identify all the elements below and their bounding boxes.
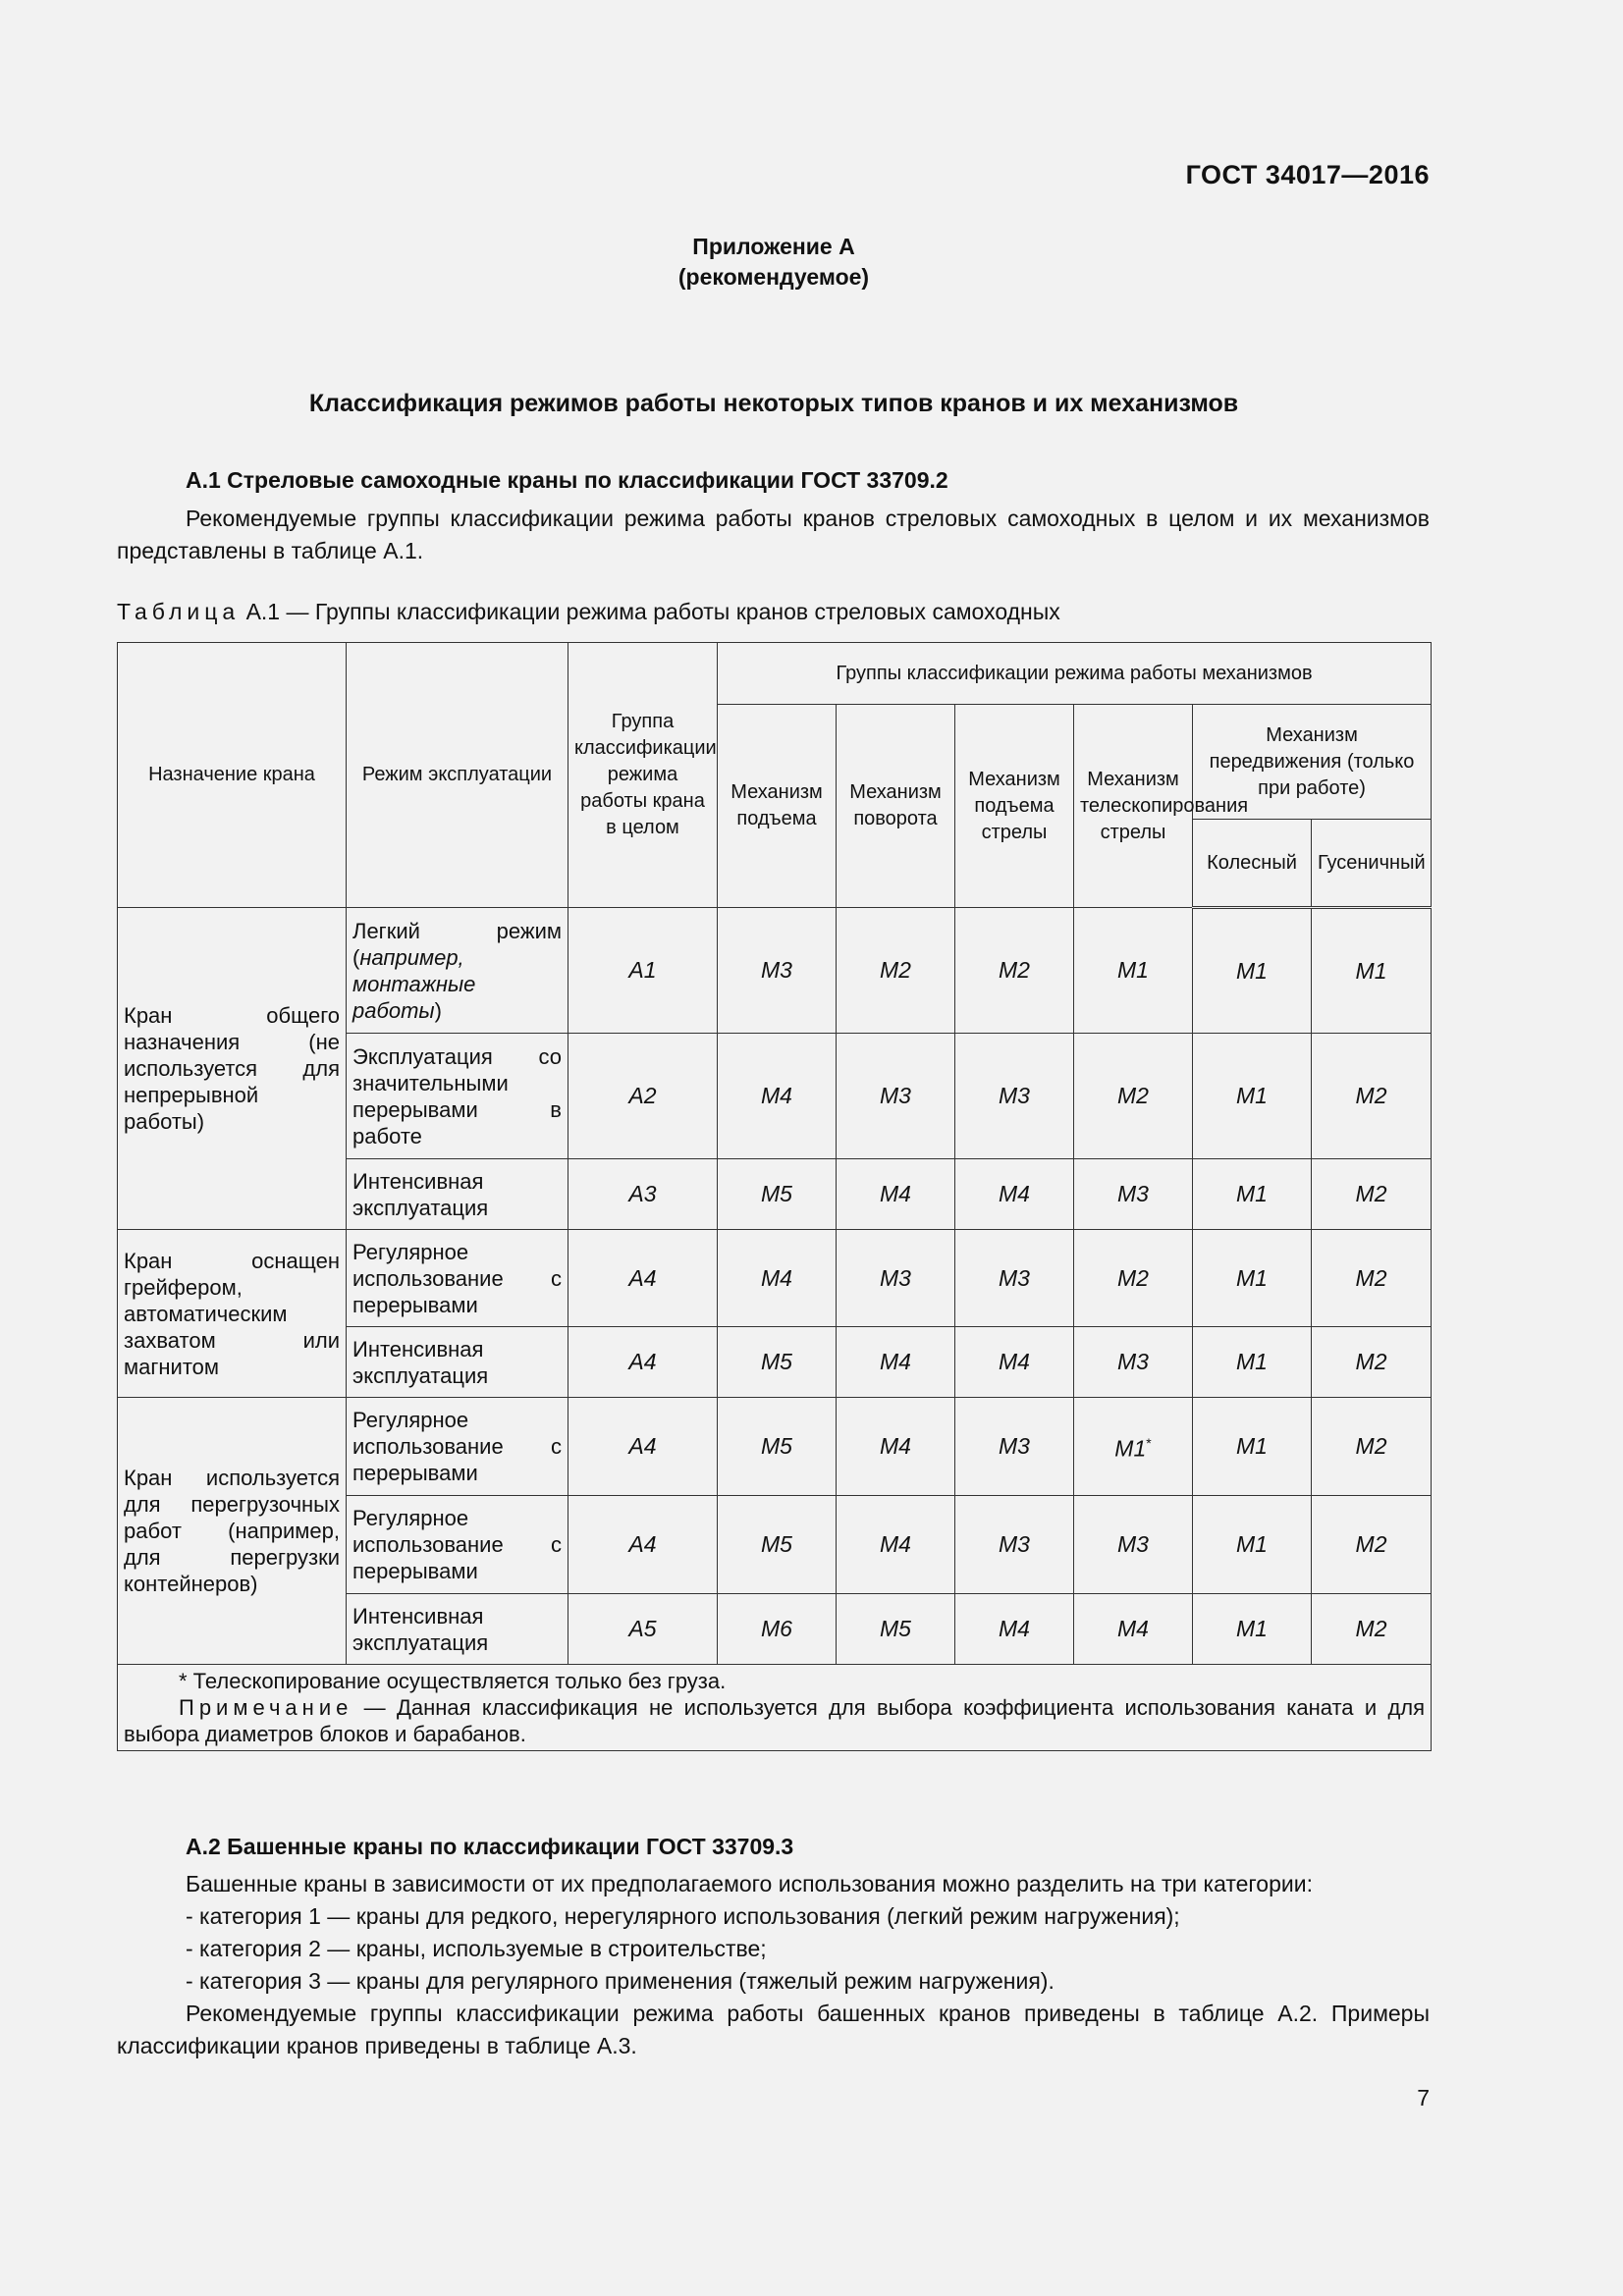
mechanism-group-cell (1193, 1398, 1312, 1496)
group-code: М2 (1355, 1264, 1387, 1291)
mechanism-group-cell (955, 1159, 1074, 1230)
group-code: М4 (880, 1349, 911, 1374)
operation-mode-cell (347, 1327, 568, 1398)
mechanism-group-cell (837, 1594, 955, 1665)
crane-group-cell (568, 908, 718, 1034)
crane-purpose-cell: Кран используется для перегрузочных работ (например, для перегрузки контейнеров) (118, 1398, 347, 1665)
mechanism-group-cell (1312, 1034, 1432, 1159)
mechanism-group-cell (955, 1496, 1074, 1594)
footnote: * Телескопирование осуществляется только без груза. (179, 1669, 727, 1693)
group-code: М1 (1236, 1616, 1268, 1641)
mechanism-group-cell (1074, 1034, 1193, 1159)
category-item: - категория 3 — краны для регулярного применения (тяжелый режим нагружения). (186, 1968, 1055, 1994)
mechanism-group-cell (1193, 1327, 1312, 1398)
mode-text: Регулярное использование с перерывами (352, 1239, 562, 1317)
header-telescope: Механизм телескопирования стрелы (1074, 705, 1193, 908)
mechanism-group-cell (837, 1496, 955, 1594)
crane-group-cell (568, 1398, 718, 1496)
operation-mode-cell (347, 1159, 568, 1230)
mechanism-group-cell (1074, 1230, 1193, 1327)
crane-group-cell (568, 1034, 718, 1159)
mode-text: Эксплуатация со значительными перерывами в работе (352, 1043, 562, 1148)
header-travel: Механизм передвижения (только при работе) (1193, 705, 1432, 820)
crane-group-cell (568, 1496, 718, 1594)
mechanism-group-cell (1312, 1327, 1432, 1398)
mechanism-group-cell (837, 1230, 955, 1327)
mechanism-group-cell (1193, 1159, 1312, 1230)
footnote-marker: * (1146, 1435, 1152, 1452)
group-code: М1 (1355, 957, 1387, 984)
group-code: А4 (628, 1531, 657, 1557)
header-boom-lift: Механизм подъема стрелы (955, 705, 1074, 908)
appendix-subtitle: (рекомендуемое) (677, 264, 870, 290)
group-code: М4 (880, 1531, 911, 1557)
mechanism-group-cell (1193, 908, 1312, 1034)
mechanism-group-cell (1193, 1594, 1312, 1665)
group-code: М4 (999, 1349, 1030, 1374)
mechanism-group-cell (955, 1034, 1074, 1159)
group-code: М3 (999, 1433, 1030, 1459)
group-code: А5 (628, 1616, 657, 1641)
group-code: А1 (628, 957, 657, 983)
operation-mode-cell (347, 908, 568, 1034)
header-slew: Механизм поворота (837, 705, 955, 908)
group-code: М5 (761, 1433, 792, 1459)
header-crane-group: Группа классификации режима работы крана в целом (568, 643, 718, 908)
section-a2-outro: Рекомендуемые группы классификации режима работы башенных кранов приведены в таблице А.2. Примеры классификации кранов приведены в таблице А.3. (117, 2001, 1430, 2058)
mechanism-group-cell (718, 1594, 837, 1665)
group-code: М2 (999, 957, 1030, 983)
section-a2-intro: Башенные краны в зависимости от их предполагаемого использования можно разделить на три категории: (186, 1871, 1313, 1896)
mechanism-group-cell (1074, 1594, 1193, 1665)
mechanism-group-cell (1074, 1327, 1193, 1398)
header-mechanism-groups: Группы классификации режима работы механизмов (718, 643, 1432, 705)
table-row (118, 908, 1432, 1034)
page-number: 7 (1417, 2085, 1430, 2110)
group-code: М6 (761, 1616, 792, 1641)
mechanism-group-cell (955, 1230, 1074, 1327)
group-code: М2 (1117, 1264, 1149, 1291)
mechanism-group-cell (837, 908, 955, 1034)
crane-purpose-cell: Кран общего назначения (не используется для непрерывной работы) (118, 908, 347, 1230)
mode-text: Легкий режим ( (352, 918, 562, 970)
table-row (118, 1398, 1432, 1496)
group-code: М4 (1117, 1616, 1149, 1641)
group-code: М4 (880, 1433, 911, 1459)
group-code: М1 (1236, 957, 1268, 984)
mode-text: Регулярное использование с перерывами (352, 1506, 562, 1583)
mechanism-group-cell (718, 1034, 837, 1159)
mechanism-group-cell (955, 1594, 1074, 1665)
mechanism-group-cell (1074, 1398, 1193, 1496)
note-text: — Данная классификация не используется для выбора коэффициента использования каната и для выбора диаметров блоков и барабанов. (124, 1695, 1426, 1746)
group-code: М1 (1236, 1083, 1268, 1108)
group-code: М1 (1114, 1435, 1147, 1462)
mechanism-group-cell (837, 1159, 955, 1230)
group-code: М3 (880, 1083, 911, 1108)
mechanism-group-cell (955, 908, 1074, 1034)
table-footer (118, 1665, 1432, 1751)
mechanism-group-cell (718, 1230, 837, 1327)
mechanism-group-cell (837, 1034, 955, 1159)
mechanism-group-cell (1312, 1230, 1432, 1327)
group-code: М5 (880, 1616, 911, 1641)
group-code: А4 (628, 1349, 657, 1374)
mechanism-group-cell (718, 908, 837, 1034)
crane-group-cell (568, 1594, 718, 1665)
group-code: М5 (761, 1181, 792, 1206)
group-code: А4 (628, 1433, 657, 1459)
group-code: М2 (1355, 1531, 1387, 1557)
group-code: М2 (1355, 1616, 1387, 1641)
mechanism-group-cell (1074, 1496, 1193, 1594)
mode-text: Интенсивная эксплуатация (352, 1603, 489, 1655)
table-caption-label: Таблица (117, 599, 241, 624)
section-a2-body (117, 1868, 1430, 2062)
mechanism-group-cell (1193, 1034, 1312, 1159)
mechanism-group-cell (1193, 1230, 1312, 1327)
group-code: М2 (1117, 1083, 1149, 1108)
mechanism-group-cell (718, 1327, 837, 1398)
crane-purpose-cell: Кран оснащен грейфером, автоматическим захватом или магнитом (118, 1230, 347, 1398)
table-header (118, 643, 1432, 908)
group-code: М4 (761, 1083, 792, 1108)
section-a1-paragraph: Рекомендуемые группы классификации режима работы кранов стреловых самоходных в целом и их механизмов представлены в таблице А.1. (117, 506, 1430, 563)
group-code: М3 (1117, 1181, 1149, 1206)
mechanism-group-cell (718, 1398, 837, 1496)
mechanism-group-cell (1074, 908, 1193, 1034)
table-caption-text: А.1 — Группы классификации режима работы кранов стреловых самоходных (240, 599, 1060, 624)
group-code: М1 (1236, 1264, 1268, 1291)
group-code: А3 (628, 1181, 657, 1206)
group-code: М4 (880, 1181, 911, 1206)
group-code: М2 (1355, 1349, 1387, 1374)
mechanism-group-cell (1074, 1159, 1193, 1230)
table-body (118, 908, 1432, 1665)
classification-table (117, 642, 1432, 1751)
header-crawler: Гусеничный (1312, 820, 1432, 908)
table-caption (117, 599, 1060, 625)
table-notes (118, 1665, 1432, 1751)
table-row (118, 1230, 1432, 1327)
header-lift: Механизм подъема (718, 705, 837, 908)
group-code: М2 (1355, 1083, 1387, 1108)
table-note (124, 1694, 1425, 1747)
section-a2-heading: А.2 Башенные краны по классификации ГОСТ 33709.3 (186, 1834, 794, 1859)
group-code: М3 (880, 1264, 911, 1291)
group-code: М3 (999, 1083, 1030, 1108)
group-code: М2 (1355, 1181, 1387, 1206)
group-code: М3 (1117, 1531, 1149, 1557)
group-code: А2 (628, 1083, 657, 1108)
main-title: Классификация режимов работы некоторых типов кранов и их механизмов (308, 390, 1239, 417)
operation-mode-cell (347, 1496, 568, 1594)
mechanism-group-cell (1312, 1496, 1432, 1594)
operation-mode-cell (347, 1230, 568, 1327)
group-code: М2 (880, 957, 911, 983)
group-code: М1 (1236, 1349, 1268, 1374)
mechanism-group-cell (837, 1327, 955, 1398)
mechanism-group-cell (837, 1398, 955, 1496)
mode-text: Интенсивная эксплуатация (352, 1336, 489, 1388)
mechanism-group-cell (718, 1159, 837, 1230)
mode-text: Интенсивная эксплуатация (352, 1168, 489, 1220)
mechanism-group-cell (955, 1327, 1074, 1398)
header-wheel: Колесный (1193, 820, 1312, 908)
group-code: М3 (999, 1264, 1030, 1291)
group-code: М4 (999, 1616, 1030, 1641)
group-code: А4 (628, 1264, 657, 1291)
mechanism-group-cell (1312, 908, 1432, 1034)
operation-mode-cell (347, 1398, 568, 1496)
mechanism-group-cell (955, 1398, 1074, 1496)
group-code: М5 (761, 1531, 792, 1557)
group-code: М2 (1355, 1433, 1387, 1459)
crane-group-cell (568, 1159, 718, 1230)
mechanism-group-cell (718, 1496, 837, 1594)
mechanism-group-cell (1312, 1594, 1432, 1665)
category-item: - категория 2 — краны, используемые в строительстве; (186, 1936, 767, 1961)
group-code: М1 (1236, 1433, 1268, 1459)
group-code: М5 (761, 1349, 792, 1374)
group-code: М4 (761, 1264, 792, 1291)
mechanism-group-cell (1312, 1398, 1432, 1496)
group-code: М4 (999, 1181, 1030, 1206)
crane-group-cell (568, 1230, 718, 1327)
standard-code: ГОСТ 34017—2016 (1185, 160, 1430, 189)
operation-mode-cell (347, 1594, 568, 1665)
section-a1-heading: А.1 Стреловые самоходные краны по классификации ГОСТ 33709.2 (186, 467, 948, 493)
group-code: М1 (1236, 1181, 1268, 1206)
group-code: М1 (1236, 1531, 1268, 1557)
group-code: М3 (999, 1531, 1030, 1557)
group-code: М3 (761, 957, 792, 983)
group-code: М3 (1117, 1349, 1149, 1374)
note-label: Примечание (179, 1695, 353, 1720)
operation-mode-cell (347, 1034, 568, 1159)
mechanism-group-cell (1193, 1496, 1312, 1594)
mode-text-tail: ) (434, 997, 442, 1023)
mechanism-group-cell (1312, 1159, 1432, 1230)
crane-group-cell (568, 1327, 718, 1398)
category-item: - категория 1 — краны для редкого, нерегулярного использования (легкий режим нагружения); (186, 1903, 1180, 1929)
mode-text: Регулярное использование с перерывами (352, 1408, 562, 1485)
appendix-heading (0, 232, 1547, 293)
group-code: М1 (1117, 957, 1149, 983)
header-mode: Режим эксплуатации (347, 643, 568, 908)
header-purpose: Назначение крана (118, 643, 347, 908)
appendix-title: Приложение А (692, 234, 855, 259)
mode-example: например, монтажные работы (352, 944, 476, 1023)
